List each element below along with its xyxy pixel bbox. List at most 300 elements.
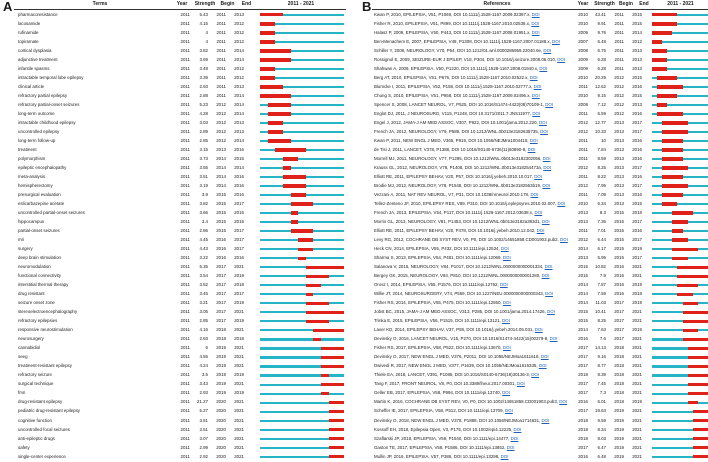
term-label: refractory partial-onset seizures	[18, 101, 80, 107]
begin-value: 2011	[614, 56, 624, 62]
burst-bar	[329, 428, 344, 432]
begin-value: 2016	[216, 237, 226, 243]
reference-label: Laxer KD, 2014, EPILEPSY BEHAV, V37, P59, DOI 10.1016/j.yebeh.2014.05.031, DOI	[374, 327, 543, 333]
reference-label: Scheffer IE, 2017, EPILEPSIA, V58, P512, DOI 10.1111/epi.13709, DOI	[374, 408, 513, 414]
doi-link[interactable]: DOI	[557, 56, 566, 62]
strength-value: 6.48	[597, 453, 606, 459]
end-value: 2021	[234, 417, 244, 423]
begin-value: 2014	[216, 164, 226, 170]
year-value: 2017	[578, 444, 588, 450]
end-value: 2016	[234, 173, 244, 179]
year-value: 2011	[180, 372, 190, 378]
end-value: 2014	[234, 137, 244, 143]
doi-link[interactable]: DOI	[559, 399, 568, 405]
table-row	[0, 272, 346, 280]
year-value: 2011	[180, 201, 190, 207]
doi-link[interactable]: DOI	[542, 182, 551, 188]
table-row	[0, 56, 346, 64]
doi-link[interactable]: DOI	[502, 390, 510, 396]
doi-link[interactable]: DOI	[531, 20, 540, 26]
begin-value: 2018	[614, 381, 624, 387]
reference-label: Mullin JP, 2016, EPILEPSIA, V57, P386, DOI 10.1111/epi.13298, DOI	[374, 453, 509, 459]
year-value: 2018	[578, 426, 588, 432]
begin-value: 2012	[216, 101, 226, 107]
end-value: 2016	[234, 255, 244, 261]
doi-link[interactable]: DOI	[502, 255, 511, 261]
doi-link[interactable]: DOI	[502, 300, 511, 306]
begin-value: 2013	[614, 119, 624, 125]
table-row	[0, 335, 346, 343]
strength-value: 4.15	[199, 20, 208, 26]
table-row	[362, 453, 708, 461]
strength-value: 7.9	[599, 273, 606, 279]
burst-bar	[283, 166, 291, 170]
burst-bar	[672, 211, 692, 215]
year-value: 2011	[578, 110, 588, 116]
burst-bar	[688, 356, 708, 360]
strength-value: 20.29	[595, 74, 606, 80]
burst-bar	[321, 374, 329, 378]
table-row	[0, 47, 346, 55]
burst-bar	[306, 275, 329, 279]
year-value: 2011	[180, 381, 190, 387]
panel-a-letter: A	[3, 0, 13, 14]
table-row	[362, 435, 708, 443]
begin-value: 2020	[216, 408, 226, 414]
doi-link[interactable]: DOI	[543, 47, 552, 53]
begin-value: 2013	[614, 192, 624, 197]
year-value: 2011	[180, 336, 190, 342]
end-value: 2021	[234, 264, 244, 270]
doi-link[interactable]: DOI	[552, 38, 560, 44]
year-value: 2011	[180, 146, 190, 152]
table-row	[0, 83, 346, 91]
doi-link[interactable]: DOI	[543, 164, 552, 170]
strength-value: 3.45	[199, 291, 208, 297]
year-value: 2015	[578, 309, 588, 315]
burst-bar	[693, 428, 708, 432]
end-value: 2017	[234, 237, 244, 243]
end-value: 2021	[632, 372, 642, 378]
year-value: 2007	[578, 38, 588, 44]
table-row	[362, 56, 708, 64]
burst-bar	[652, 22, 677, 26]
burst-bar	[662, 166, 687, 170]
doi-link[interactable]: DOI	[501, 318, 510, 324]
year-value: 2011	[578, 228, 588, 234]
year-value: 2011	[180, 354, 190, 360]
reference-label: Englot DJ, 2011, J NEUROSURG, V115, P1248, DOI 10.3171/2011.7.JNS11977, DOI	[374, 110, 541, 116]
timeline-baseline	[260, 320, 344, 322]
strength-header: Strength	[194, 1, 216, 7]
end-value: 2016	[632, 192, 642, 197]
burst-bar	[268, 112, 291, 116]
end-value: 2019	[632, 282, 642, 288]
burst-bar	[652, 58, 667, 62]
strength-value: 6.34	[597, 201, 606, 207]
begin-value: 2018	[614, 372, 624, 378]
burst-bar	[657, 85, 682, 89]
burst-bar	[662, 157, 682, 161]
table-row	[362, 47, 708, 55]
strength-value: 9.76	[597, 29, 606, 35]
year-value: 2014	[578, 246, 588, 252]
doi-link[interactable]: DOI	[532, 110, 541, 116]
doi-link[interactable]: DOI	[534, 210, 543, 216]
burst-bar	[683, 329, 698, 333]
doi-link[interactable]: DOI	[536, 228, 545, 234]
end-value: 2016	[632, 83, 642, 89]
doi-link[interactable]: DOI	[539, 65, 548, 71]
end-value: 2019	[234, 372, 244, 378]
table-row	[362, 254, 708, 262]
terms-header: Terms	[92, 1, 108, 7]
strength-value: 5.35	[199, 264, 208, 270]
year-value: 2012	[578, 119, 588, 125]
doi-link[interactable]: DOI	[531, 372, 540, 378]
burst-bar	[283, 157, 298, 161]
end-value: 2015	[632, 74, 642, 80]
doi-link[interactable]: DOI	[540, 128, 548, 134]
term-label: fmri	[18, 390, 26, 396]
begin-value: 2016	[614, 282, 624, 288]
end-value: 2021	[632, 417, 642, 423]
burst-bar	[329, 419, 344, 423]
doi-link[interactable]: DOI	[502, 345, 511, 351]
begin-value: 2017	[614, 300, 624, 306]
table-row	[362, 281, 708, 289]
panel-b-letter: B	[362, 0, 372, 14]
timeline-baseline	[260, 393, 344, 395]
doi-link[interactable]: DOI	[533, 83, 542, 89]
reference-label: Fisher RS, 2014, EPILEPSIA, V55, P475, DOI 10.1111/epi.12550, DOI	[374, 300, 511, 306]
strength-value: 3.82	[199, 47, 208, 53]
doi-link[interactable]: DOI	[544, 264, 553, 270]
table-row	[0, 146, 346, 154]
doi-link[interactable]: DOI	[545, 101, 554, 107]
doi-link[interactable]: DOI	[513, 426, 522, 432]
table-row	[362, 444, 708, 452]
burst-bar	[329, 401, 344, 405]
end-value: 2021	[632, 453, 642, 459]
reference-label: Kossoff EH, 2018, Epilepsia Open, V3, P175, DOI 10.1002/epi4.12225, DOI	[374, 426, 522, 432]
doi-link[interactable]: DOI	[541, 417, 550, 423]
doi-link[interactable]: DOI	[531, 92, 540, 98]
term-label: uncontrolled partial-onset seizures	[18, 210, 85, 216]
strength-value: 2.93	[199, 390, 208, 396]
table-row	[0, 65, 346, 73]
end-value: 2017	[632, 119, 642, 125]
end-value: 2019	[234, 273, 244, 279]
begin-value: 2015	[216, 228, 226, 234]
doi-link[interactable]: DOI	[505, 408, 513, 414]
begin-value: 2016	[216, 246, 226, 252]
end-value: 2015	[632, 201, 642, 207]
burst-bar	[688, 374, 708, 378]
strength-value: 7.12	[597, 101, 606, 107]
begin-value: 2017	[216, 273, 226, 279]
end-value: 2021	[632, 426, 642, 432]
term-label: intractable temporal lobe epilepsy	[18, 74, 84, 80]
doi-link[interactable]: DOI	[529, 74, 538, 80]
doi-link[interactable]: DOI	[559, 237, 568, 243]
end-value: 2017	[234, 291, 244, 297]
table-row	[0, 380, 346, 388]
table-row	[0, 20, 346, 28]
begin-value: 2016	[614, 264, 624, 270]
doi-link[interactable]: DOI	[529, 137, 538, 143]
table-row	[362, 353, 708, 361]
strength-value: 2.85	[199, 137, 208, 143]
burst-bar	[662, 184, 687, 188]
burst-bar	[321, 356, 344, 360]
table-row	[0, 164, 346, 172]
doi-link[interactable]: DOI	[541, 273, 550, 279]
end-value: 2013	[234, 83, 244, 89]
reference-label: Krauss GL, 2012, NEUROLOGY, V78, P1408, DOI 10.1212/WNL.0b013e318254473a, DOI	[374, 164, 552, 170]
reference-label: French JA, 2013, EPILEPSIA, V54, P117, DOI 10.1111/j.1528-1167.2012.03638.x, DOI	[374, 210, 543, 216]
year-value: 2017	[578, 345, 588, 351]
year-value: 2010	[578, 20, 588, 26]
year-value: 2011	[180, 137, 190, 143]
reference-label: Ben-Menachem E, 2007, EPILEPSIA, V48, P1308, DOI 10.1111/j.1528-1167.2007.01188.x, DOI	[374, 38, 560, 44]
end-value: 2015	[632, 92, 642, 98]
doi-link[interactable]: DOI	[534, 173, 543, 179]
year-value: 2011	[180, 390, 190, 396]
begin-value: 2015	[216, 192, 226, 197]
table-row	[0, 191, 346, 199]
year-value: 2011	[180, 300, 190, 306]
burst-bar	[275, 148, 306, 152]
begin-value: 2019	[614, 408, 624, 414]
strength-value: 8.34	[597, 426, 606, 432]
doi-link[interactable]: DOI	[549, 336, 558, 342]
begin-value: 2016	[614, 273, 624, 279]
burst-bar	[693, 437, 708, 441]
reference-label: Kwan P, 2011, NEW ENGL J MED, V365, P919, DOI 10.1056/NEJMra1004418, DOI	[374, 137, 538, 143]
table-row	[362, 299, 708, 307]
begin-value: 2012	[216, 110, 226, 116]
strength-value: 3.5	[201, 372, 208, 378]
burst-bar	[291, 202, 314, 206]
begin-value: 2019	[216, 390, 226, 396]
burst-bar	[291, 229, 314, 233]
strength-value: 5.95	[597, 255, 606, 261]
strength-value: 7.36	[597, 219, 606, 225]
burst-bar	[652, 40, 662, 44]
begin-value: 2011	[216, 92, 226, 98]
term-label: seizure onset zone	[18, 300, 55, 306]
begin-value: 2015	[216, 219, 226, 225]
burst-bar	[260, 49, 291, 53]
begin-value: 2011	[216, 20, 226, 26]
end-value: 2021	[234, 435, 244, 441]
burst-bar	[306, 266, 344, 270]
begin-value: 2015	[614, 255, 624, 261]
burst-bar	[291, 211, 299, 215]
begin-value: 2015	[614, 237, 624, 243]
end-value: 2014	[234, 164, 244, 170]
table-row	[362, 407, 708, 415]
end-value: 2018	[632, 291, 642, 297]
doi-link[interactable]: DOI	[540, 354, 549, 360]
strength-value: 6.59	[597, 110, 606, 116]
strength-value: 4.43	[199, 246, 208, 252]
doi-link[interactable]: DOI	[541, 219, 550, 225]
term-label: polymorphism	[18, 155, 46, 161]
burst-bar	[260, 94, 291, 98]
end-value: 2014	[234, 110, 244, 116]
year-value: 2017	[578, 363, 588, 369]
table-row	[0, 155, 346, 163]
table-row	[362, 344, 708, 352]
begin-value: 2012	[216, 119, 226, 125]
doi-link[interactable]: DOI	[531, 29, 540, 35]
strength-value: 7.01	[597, 228, 606, 234]
end-value: 2013	[234, 128, 244, 134]
begin-value: 2019	[614, 453, 624, 459]
doi-link[interactable]: DOI	[527, 146, 536, 152]
year-value: 2016	[578, 453, 588, 459]
end-value: 2017	[632, 237, 642, 243]
term-label: neurosurgery	[18, 336, 44, 342]
begin-value: 2020	[216, 417, 226, 423]
end-value: 2014	[632, 29, 642, 35]
timeline-baseline	[260, 158, 344, 160]
doi-link[interactable]: DOI	[538, 119, 547, 125]
burst-bar	[688, 392, 708, 396]
strength-value: 3.9	[201, 192, 208, 197]
year-value: 2011	[180, 426, 190, 432]
strength-value: 3.51	[199, 173, 208, 179]
strength-value: 4.24	[199, 363, 208, 369]
reference-label: de Tisi J, 2011, LANCET, V378, P1388, DOI 10.1016/S0140-6736(11)60890-8, DOI	[374, 146, 536, 152]
begin-value: 2017	[216, 291, 226, 297]
strength-value: 8.25	[597, 164, 606, 170]
begin-value: 2019	[216, 354, 226, 360]
strength-value: 2.92	[199, 453, 208, 459]
end-value: 2016	[234, 182, 244, 188]
year-value: 2011	[180, 399, 190, 405]
strength-value: 6.47	[597, 444, 606, 450]
table-row	[0, 344, 346, 352]
end-value: 2017	[632, 182, 642, 188]
doi-link[interactable]: DOI	[545, 291, 553, 297]
doi-link[interactable]: DOI	[547, 309, 555, 315]
strength-value: 3.4	[201, 219, 208, 225]
table-row	[362, 164, 708, 172]
begin-value: 2020	[216, 426, 226, 432]
doi-link[interactable]: DOI	[557, 201, 566, 207]
doi-link[interactable]: DOI	[506, 444, 515, 450]
strength-value: 6.76	[597, 47, 606, 53]
strength-value: 12.77	[595, 119, 606, 125]
strength-value: 2.99	[199, 444, 208, 450]
doi-link[interactable]: DOI	[534, 327, 543, 333]
year-value: 2011	[180, 318, 190, 324]
burst-bar	[329, 455, 344, 459]
doi-link[interactable]: DOI	[500, 246, 509, 252]
year-value: 2011	[180, 20, 190, 26]
doi-link[interactable]: DOI	[538, 363, 547, 369]
year-value: 2017	[578, 408, 588, 414]
reference-label: Trinka E, 2015, EPILEPSIA, V56, P1515, DOI 10.1111/epi.13121, DOI	[374, 318, 510, 324]
strength-value: 2.86	[199, 228, 208, 234]
begin-value: 2017	[216, 282, 226, 288]
reference-label: Morrell MJ, 2011, NEUROLOGY, V77, P1295, DOI 10.1212/WNL.0b013e3182302056, DOI	[374, 155, 551, 161]
table-row	[362, 218, 708, 226]
term-label: topiramate	[18, 38, 39, 44]
burst-bar	[662, 148, 682, 152]
doi-link[interactable]: DOI	[500, 453, 509, 459]
year-value: 2011	[578, 192, 588, 197]
end-value: 2014	[234, 92, 244, 98]
doi-link[interactable]: DOI	[530, 192, 539, 197]
table-row	[362, 38, 708, 46]
begin-value: 2011	[216, 47, 226, 53]
begin-value: 2020	[216, 399, 226, 405]
burst-bar	[657, 94, 677, 98]
burst-bar	[662, 202, 677, 206]
doi-link[interactable]: DOI	[499, 282, 508, 288]
strength-value: 14.13	[595, 345, 606, 351]
strength-value: 7.3	[599, 390, 606, 396]
year-value: 2011	[180, 435, 190, 441]
year-value: 2009	[578, 29, 588, 35]
burst-bar	[677, 284, 697, 288]
strength-value: 6.28	[597, 56, 606, 62]
doi-link[interactable]: DOI	[542, 155, 551, 161]
timeline-baseline	[260, 212, 344, 214]
strength-value: 8.77	[597, 363, 606, 369]
year-value: 2008	[578, 47, 588, 53]
reference-label: Tellez-Zenteno JF, 2010, EPILEPSY RES, V89, P310, DOI 10.1016/j.eplepsyres.2010.02.007, DOI	[374, 201, 566, 207]
year-value: 2012	[578, 182, 588, 188]
year-value: 2011	[180, 155, 190, 161]
burst-bar	[688, 401, 698, 405]
strength-value: 6	[205, 345, 208, 351]
reference-label: Morris GL, 2013, NEUROLOGY, V81, P1453, DOI 10.1212/WNL.0b013e3182a393d1, DOI	[374, 219, 550, 225]
burst-bar	[313, 338, 321, 342]
reference-label: Jobst BC, 2015, JAMA-J AM MED ASSOC, V313, P285, DOI 10.1001/jama.2014.17426, DOI	[374, 309, 555, 315]
doi-link[interactable]: DOI	[531, 11, 540, 17]
end-value: 2021	[234, 444, 244, 450]
term-label: interstitial thermal therapy	[18, 282, 69, 288]
end-value: 2015	[632, 11, 642, 17]
table-row	[0, 426, 346, 434]
table-row	[0, 137, 346, 145]
reference-label: Brodie MJ, 2012, NEUROLOGY, V78, P1548, DOI 10.1212/WNL.0b013e3182563b19, DOI	[374, 182, 551, 188]
burst-bar	[321, 347, 344, 351]
table-row	[362, 290, 708, 298]
table-row	[362, 110, 708, 118]
end-value: 2016	[632, 137, 642, 143]
end-value: 2019	[234, 300, 244, 306]
begin-value: 2020	[216, 453, 226, 459]
year-value: 2013	[578, 255, 588, 261]
doi-link[interactable]: DOI	[510, 435, 519, 441]
burst-bar	[662, 193, 682, 197]
begin-value: 2020	[216, 444, 226, 450]
year-value: 2011	[180, 47, 190, 53]
table-row	[0, 263, 346, 271]
term-label: long-term follow-up	[18, 137, 56, 143]
end-value: 2021	[234, 381, 244, 387]
timeline-baseline	[652, 302, 708, 304]
doi-link[interactable]: DOI	[516, 381, 525, 387]
begin-value: 2013	[614, 173, 624, 179]
begin-value: 2017	[216, 264, 226, 270]
